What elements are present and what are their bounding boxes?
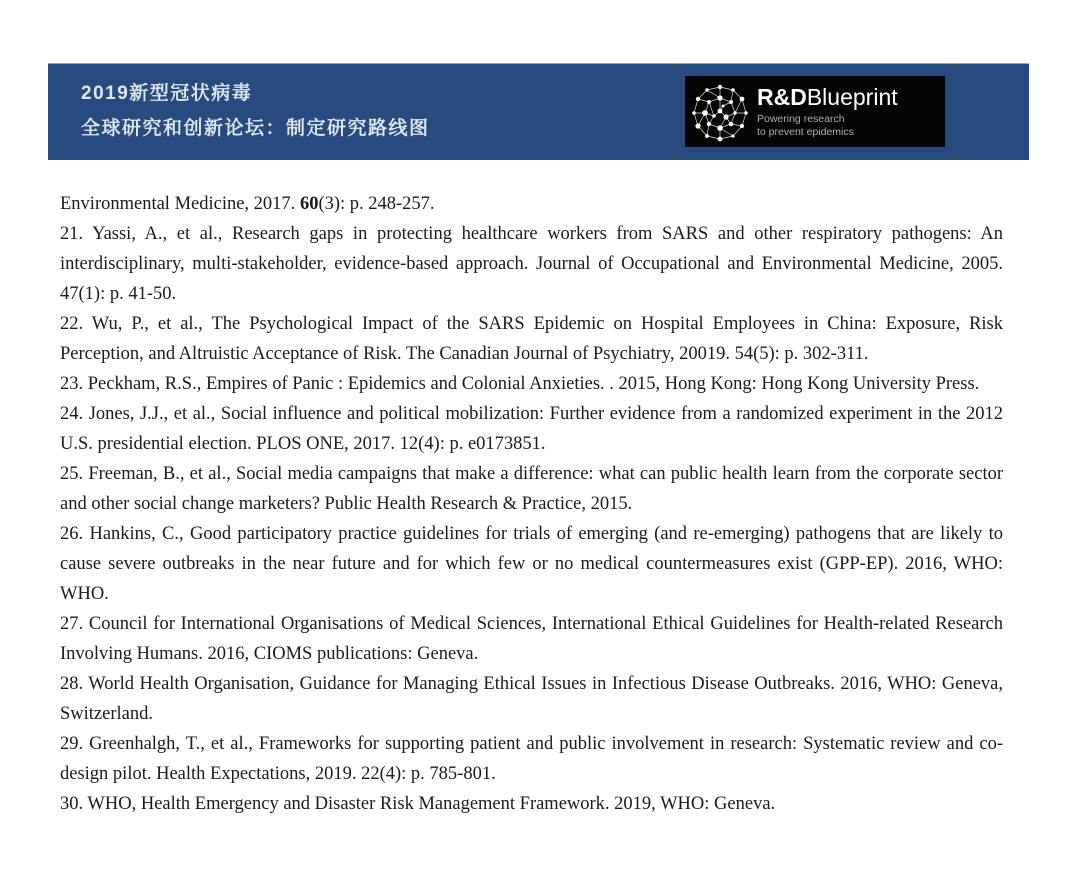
reference-number: 22. bbox=[60, 314, 92, 334]
reference-text: Yassi, A., et al., Research gaps in protecting healthcare workers from SARS and other respiratory pathogens: An interdisciplinary, multi-stakeholder, evidence-based approach. Journal of Occupational and Environmental Medicine, 2005. 47(1): p. 41-50. bbox=[60, 224, 1003, 304]
header-title-line1: 2019新型冠状病毒 bbox=[81, 83, 253, 104]
reference-item bbox=[60, 519, 1003, 609]
reference-text: Council for International Organisations of Medical Sciences, International Ethical Guidelines for Health-related Research Involving Humans. 2016, CIOMS publications: Geneva. bbox=[60, 614, 1004, 664]
reference-item bbox=[60, 729, 1003, 789]
reference-text: WHO, Health Emergency and Disaster Risk Management Framework. 2019, WHO: Geneva. bbox=[87, 794, 776, 814]
reference-number: 26. bbox=[60, 524, 90, 544]
logo-tagline-line1: Powering research bbox=[757, 112, 845, 125]
reference-item bbox=[60, 459, 1003, 519]
reference-number: 25. bbox=[60, 464, 89, 484]
reference-number: 28. bbox=[60, 674, 89, 694]
logo-brand-rd: R&D bbox=[757, 83, 807, 110]
reference-fragment bbox=[60, 189, 1003, 219]
reference-number: 21. bbox=[60, 224, 93, 244]
reference-number: 30. bbox=[60, 794, 88, 814]
logo-brand bbox=[757, 85, 898, 109]
reference-number: 23. bbox=[60, 374, 88, 394]
reference-item bbox=[60, 309, 1003, 369]
reference-text: Peckham, R.S., Empires of Panic : Epidemics and Colonial Anxieties. . 2015, Hong Kong: Hong Kong University Press. bbox=[87, 374, 980, 394]
rd-blueprint-logo bbox=[685, 76, 945, 147]
dotted-globe-icon bbox=[689, 80, 751, 146]
logo-brand-blueprint: Blueprint bbox=[806, 83, 898, 110]
reference-text: Freeman, B., et al., Social media campaigns that make a difference: what can public health learn from the corporate sector and other social change marketers? Public Health Research & Practice, 2015. bbox=[60, 464, 1003, 514]
reference-fragment-prefix: Environmental Medicine, 2017. bbox=[60, 194, 300, 214]
reference-item bbox=[60, 219, 1003, 309]
reference-item bbox=[60, 789, 1003, 819]
reference-item bbox=[60, 609, 1003, 669]
reference-text: Hankins, C., Good participatory practice guidelines for trials of emerging (and re-emerging) pathogens that are likely to cause severe outbreaks in the near future and for which few or no medical countermeasures exist (GPP-EP). 2016, WHO: WHO. bbox=[60, 524, 1004, 604]
references-section bbox=[60, 189, 1003, 819]
reference-item bbox=[60, 369, 1003, 399]
logo-tagline bbox=[757, 113, 898, 139]
document-header-banner bbox=[48, 63, 1029, 160]
reference-text: Wu, P., et al., The Psychological Impact of the SARS Epidemic on Hospital Employees in China: Exposure, Risk Perception, and Altruistic Acceptance of Risk. The Canadian Journal of Psychiatry, 20019. 54(5): p. 302-311. bbox=[60, 314, 1004, 364]
logo-tagline-line2: to prevent epidemics bbox=[757, 125, 854, 138]
reference-item bbox=[60, 399, 1003, 459]
logo-text bbox=[757, 85, 898, 139]
reference-fragment-suffix: (3): p. 248-257. bbox=[318, 194, 435, 214]
header-title-line2: 全球研究和创新论坛：制定研究路线图 bbox=[81, 118, 430, 139]
reference-number: 29. bbox=[60, 734, 90, 754]
reference-text: Greenhalgh, T., et al., Frameworks for supporting patient and public involvement in research: Systematic review and co-design pilot. Health Expectations, 2019. 22(4): p. 785-801. bbox=[60, 734, 1003, 784]
reference-fragment-volume: 60 bbox=[299, 194, 319, 214]
references-list bbox=[60, 219, 1003, 819]
reference-text: World Health Organisation, Guidance for Managing Ethical Issues in Infectious Disease Outbreaks. 2016, WHO: Geneva, Switzerland. bbox=[60, 674, 1004, 724]
reference-item bbox=[60, 669, 1003, 729]
reference-number: 27. bbox=[60, 614, 89, 634]
reference-number: 24. bbox=[60, 404, 89, 424]
reference-text: Jones, J.J., et al., Social influence and political mobilization: Further evidence from a randomized experiment in the 2012 U.S. presidential election. PLOS ONE, 2017. 12(4): p. e0173851. bbox=[60, 404, 1003, 454]
